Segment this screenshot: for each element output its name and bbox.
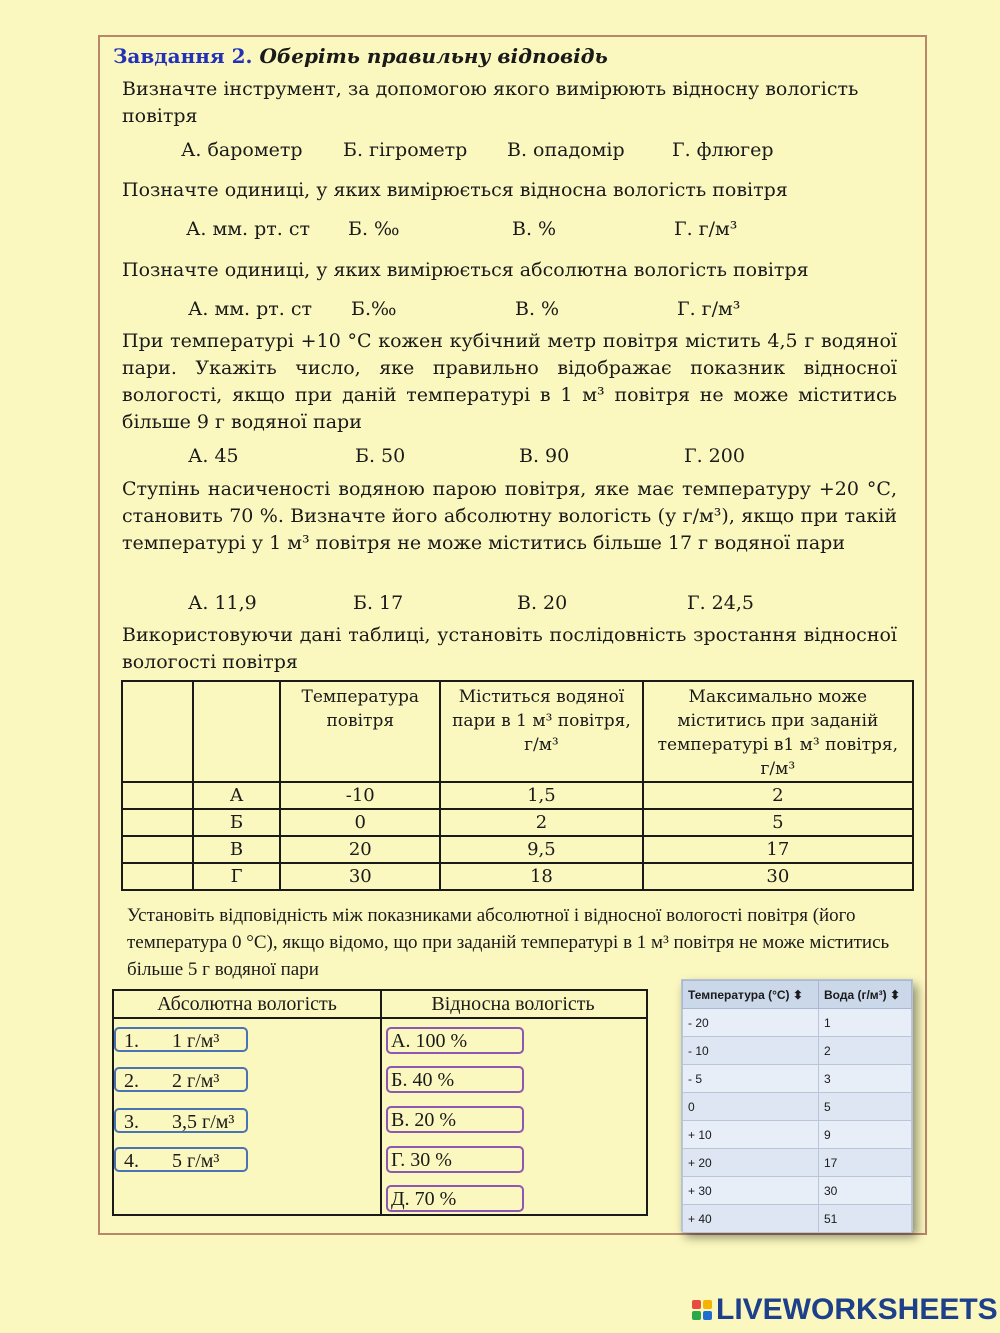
table-header-cell: Максимально може міститись при заданій температурі в1 м³ повітря, г/м³ xyxy=(643,681,913,782)
item-value: 2 г/м³ xyxy=(172,1070,220,1092)
q2-option-b[interactable]: Б. ‰ xyxy=(348,218,400,240)
item-number: 1. xyxy=(124,1030,139,1052)
answer-cell-4[interactable] xyxy=(122,863,193,890)
table-cell: 5 xyxy=(643,809,913,836)
table-row xyxy=(122,836,913,863)
relative-option-a[interactable]: А. 100 % xyxy=(386,1027,524,1054)
answer-cell-3[interactable] xyxy=(122,836,193,863)
logo-square xyxy=(703,1300,712,1309)
q3-option-a[interactable]: А. мм. рт. ст xyxy=(188,298,313,320)
table-row xyxy=(122,809,913,836)
q1-option-c[interactable]: В. опадомір xyxy=(507,139,625,161)
column-divider xyxy=(380,991,382,1214)
table-row xyxy=(683,1037,912,1065)
absolute-item-3[interactable] xyxy=(114,1108,248,1133)
q5-option-d[interactable]: Г. 24,5 xyxy=(687,592,754,614)
table-row xyxy=(683,1149,912,1177)
table-cell: 30 xyxy=(643,863,913,890)
table-header-cell[interactable] xyxy=(122,681,193,782)
q2-option-a[interactable]: А. мм. рт. ст xyxy=(186,218,311,240)
table-row xyxy=(683,1093,912,1121)
absolute-item-2[interactable] xyxy=(114,1067,248,1092)
q4-option-c[interactable]: В. 90 xyxy=(519,445,570,467)
task-heading xyxy=(113,44,608,68)
table-cell: 2 xyxy=(643,782,913,809)
table-cell: 20 xyxy=(280,836,440,863)
table-row xyxy=(122,863,913,890)
table-cell: + 40 xyxy=(683,1205,819,1233)
q5-option-b[interactable]: Б. 17 xyxy=(353,592,404,614)
answer-cell-1[interactable] xyxy=(122,782,193,809)
table-header-cell xyxy=(193,681,281,782)
answer-cell-2[interactable] xyxy=(122,809,193,836)
table-row xyxy=(683,1121,912,1149)
logo-mark-icon xyxy=(692,1300,712,1320)
table-row xyxy=(683,1205,912,1233)
table-cell: 30 xyxy=(819,1177,912,1205)
q1-option-b[interactable]: Б. гігрометр xyxy=(343,139,468,161)
table-cell: 17 xyxy=(643,836,913,863)
table-cell: 2 xyxy=(440,809,642,836)
table-cell: + 30 xyxy=(683,1177,819,1205)
question-3-text: Позначте одиниці, у яких вимірюється абсолютна вологість повітря xyxy=(122,259,809,281)
logo-square xyxy=(692,1300,701,1309)
item-value: 3,5 г/м³ xyxy=(172,1111,235,1133)
task-number: Завдання 2. xyxy=(113,44,253,68)
table-cell: 0 xyxy=(280,809,440,836)
relative-option-e[interactable]: Д. 70 % xyxy=(386,1185,524,1212)
table-cell: + 10 xyxy=(683,1121,819,1149)
table-header-cell: Міститься водяної пари в 1 м³ повітря, г/м³ xyxy=(440,681,642,782)
table-cell: + 20 xyxy=(683,1149,819,1177)
relative-option-d[interactable]: Г. 30 % xyxy=(386,1146,524,1173)
item-value: 1 г/м³ xyxy=(172,1030,220,1052)
relative-humidity-header: Відносна вологість xyxy=(380,991,646,1019)
table-header-row xyxy=(683,981,912,1009)
q4-option-d[interactable]: Г. 200 xyxy=(684,445,745,467)
q3-option-d[interactable]: Г. г/м³ xyxy=(677,298,741,320)
q3-option-b[interactable]: Б.‰ xyxy=(351,298,397,320)
table-cell: -10 xyxy=(280,782,440,809)
logo-text: LIVEWORKSHEETS xyxy=(716,1293,998,1326)
temperature-column-header[interactable]: Температура (°С) ⬍ xyxy=(683,981,819,1009)
table-cell: 17 xyxy=(819,1149,912,1177)
table-cell: 30 xyxy=(280,863,440,890)
question-5-text: Ступінь насиченості водяною парою повітря, яке має температуру +20 °С, становить 70 %. Визначте його абсолютну вологість (у г/м³), якщо при такій температурі у 1 м³ повітря не може міститись більше 17 г водяної пари xyxy=(122,478,897,554)
question-4-text: При температурі +10 °С кожен кубічний метр повітря містить 4,5 г водяної пари. Укажіть число, яке правильно відображає показник відносної вологості, якщо при даній температурі в 1 м³ повітря не може міститись більше 9 г водяної пари xyxy=(122,330,897,433)
absolute-item-1[interactable] xyxy=(114,1027,248,1052)
table-cell: Г xyxy=(193,863,281,890)
item-number: 2. xyxy=(124,1070,139,1092)
q1-option-d[interactable]: Г. флюгер xyxy=(672,139,774,161)
humidity-data-table xyxy=(121,680,914,891)
saturation-reference-table xyxy=(681,979,913,1231)
item-value: 5 г/м³ xyxy=(172,1150,220,1172)
table-cell: 51 xyxy=(819,1205,912,1233)
table-cell: 0 xyxy=(683,1093,819,1121)
table-cell: Б xyxy=(193,809,281,836)
q2-option-d[interactable]: Г. г/м³ xyxy=(674,218,738,240)
table-cell: 1,5 xyxy=(440,782,642,809)
table-cell: 5 xyxy=(819,1093,912,1121)
table-row xyxy=(122,782,913,809)
table-header-cell: Температура повітря xyxy=(280,681,440,782)
q4-option-a[interactable]: А. 45 xyxy=(188,445,239,467)
absolute-humidity-header: Абсолютна вологість xyxy=(114,991,380,1019)
table-cell: 3 xyxy=(819,1065,912,1093)
task-instruction: Оберіть правильну відповідь xyxy=(259,44,608,68)
relative-option-c[interactable]: В. 20 % xyxy=(386,1106,524,1133)
table-cell: - 5 xyxy=(683,1065,819,1093)
logo-square xyxy=(692,1311,701,1320)
q1-option-a[interactable]: А. барометр xyxy=(181,139,303,161)
question-1-text: Визначте інструмент, за допомогою якого вимірюють відносну вологість повітря xyxy=(122,78,859,127)
q3-option-c[interactable]: В. % xyxy=(515,298,560,320)
q4-option-b[interactable]: Б. 50 xyxy=(355,445,406,467)
item-number: 3. xyxy=(124,1111,139,1133)
table-row xyxy=(683,1065,912,1093)
logo-square xyxy=(703,1311,712,1320)
item-number: 4. xyxy=(124,1150,139,1172)
q2-option-c[interactable]: В. % xyxy=(512,218,557,240)
question-2-text: Позначте одиниці, у яких вимірюється відносна вологість повітря xyxy=(122,179,788,201)
match-task-text: Установіть відповідність між показниками абсолютної і відносної вологості повітря (його температура 0 °С), якщо відомо, що при заданій температурі в 1 м³ повітря не може міститись більше 5 г водяної пари xyxy=(127,905,890,980)
table-row xyxy=(683,1009,912,1037)
table-cell: В xyxy=(193,836,281,863)
water-column-header[interactable]: Вода (г/м³) ⬍ xyxy=(819,981,912,1009)
table-cell: - 20 xyxy=(683,1009,819,1037)
table-cell: 2 xyxy=(819,1037,912,1065)
q5-option-a[interactable]: А. 11,9 xyxy=(188,592,257,614)
table-cell: 9 xyxy=(819,1121,912,1149)
question-6-text: Використовуючи дані таблиці, установіть послідовність зростання відносної вологості повітря xyxy=(122,624,897,673)
relative-option-b[interactable]: Б. 40 % xyxy=(386,1066,524,1093)
table-cell: 9,5 xyxy=(440,836,642,863)
table-row xyxy=(683,1177,912,1205)
table-cell: А xyxy=(193,782,281,809)
q5-option-c[interactable]: В. 20 xyxy=(517,592,568,614)
liveworksheets-logo xyxy=(692,1290,998,1330)
table-cell: 1 xyxy=(819,1009,912,1037)
table-cell: 18 xyxy=(440,863,642,890)
matching-table xyxy=(112,989,648,1216)
table-header-row xyxy=(122,681,913,782)
table-cell: - 10 xyxy=(683,1037,819,1065)
absolute-item-4[interactable] xyxy=(114,1147,248,1172)
